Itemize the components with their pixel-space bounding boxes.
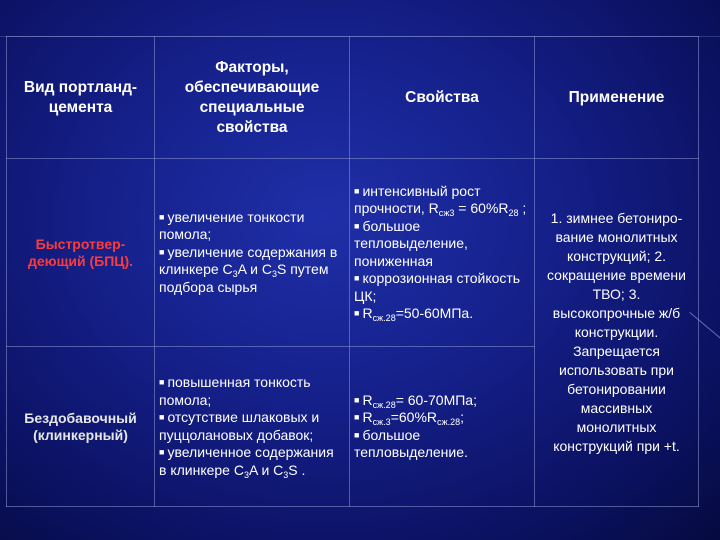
- type-bpc: Быстротвер-деющий (БПЦ).: [7, 159, 155, 347]
- bullet-icon: ■: [159, 211, 165, 222]
- list-item-text: интенсивный рост прочности, $R_{сж3} = 60\%R_{28}$ ;: [354, 182, 527, 218]
- factors-bpc: [155, 159, 350, 347]
- bullet-icon: ■: [354, 220, 360, 231]
- list-item: [354, 183, 530, 218]
- properties-clinker: [350, 347, 535, 507]
- factors-list: [159, 209, 345, 297]
- header-type: Вид портланд-цемента: [7, 37, 155, 159]
- list-item: [354, 427, 530, 462]
- list-item-text: увеличение содержания в клинкере $C_3A$ и $C_3S$ путем подбора сырья: [159, 243, 338, 295]
- bullet-icon: ■: [159, 377, 165, 387]
- list-item: [159, 209, 345, 244]
- bullet-icon: ■: [159, 412, 165, 422]
- application-cell: 1. зимнее бетониро-вание монолитных конструкций; 2. сокращение времени ТВО; 3. высокопрочные ж/б конструкции. Запрещается использовать при бетонировании массивных монолитных конструкций при +t.: [535, 159, 699, 507]
- header-factors: Факторы, обеспечивающие специальные свойства: [155, 37, 350, 159]
- bullet-icon: ■: [354, 308, 360, 318]
- list-item: [159, 374, 345, 409]
- properties-list: [354, 183, 530, 323]
- list-item: [354, 305, 530, 323]
- cement-table: [6, 36, 699, 507]
- header-row: [7, 37, 699, 159]
- bullet-icon: ■: [354, 273, 360, 283]
- properties-list: [354, 392, 530, 462]
- header-application: Применение: [535, 37, 699, 159]
- factors-clinker: [155, 347, 350, 507]
- list-item: [159, 444, 345, 479]
- bullet-icon: ■: [159, 246, 165, 257]
- header-properties: Свойства: [350, 37, 535, 159]
- list-item: [354, 270, 530, 305]
- list-item-text: $R_{сж.3}=60\%R_{сж.28}$;: [362, 409, 465, 427]
- bullet-icon: ■: [354, 412, 360, 422]
- list-item: [354, 409, 530, 427]
- list-item-text: увеличенное содержания в клинкере $C_3A$ и $C_3S$ .: [159, 444, 334, 480]
- list-item-text: $R_{сж.28}= 60-70МПа$;: [362, 391, 477, 410]
- properties-bpc: [350, 159, 535, 347]
- bullet-icon: ■: [354, 394, 360, 405]
- list-item-text: большое тепловыделение.: [354, 426, 468, 460]
- list-item-text: $R_{сж.28}=50-60МПа$.: [362, 305, 474, 323]
- list-item: [354, 392, 530, 410]
- list-item-text: повышенная тонкость помола;: [159, 374, 311, 408]
- row-bpc: [7, 159, 699, 347]
- list-item-text: коррозионная стойкость ЦК;: [354, 270, 521, 304]
- list-item: [159, 409, 345, 444]
- bullet-icon: ■: [354, 185, 360, 196]
- factors-list: [159, 374, 345, 479]
- list-item-text: отсутствие шлаковых и пуццолановых добавок;: [159, 409, 320, 443]
- list-item: [354, 218, 530, 271]
- type-clinker: Бездобавочный (клинкерный): [7, 347, 155, 507]
- list-item: [159, 244, 345, 297]
- bullet-icon: ■: [159, 447, 165, 457]
- list-item-text: большое тепловыделение, пониженная: [354, 217, 468, 269]
- bullet-icon: ■: [354, 429, 360, 440]
- list-item-text: увеличение тонкости помола;: [159, 208, 305, 243]
